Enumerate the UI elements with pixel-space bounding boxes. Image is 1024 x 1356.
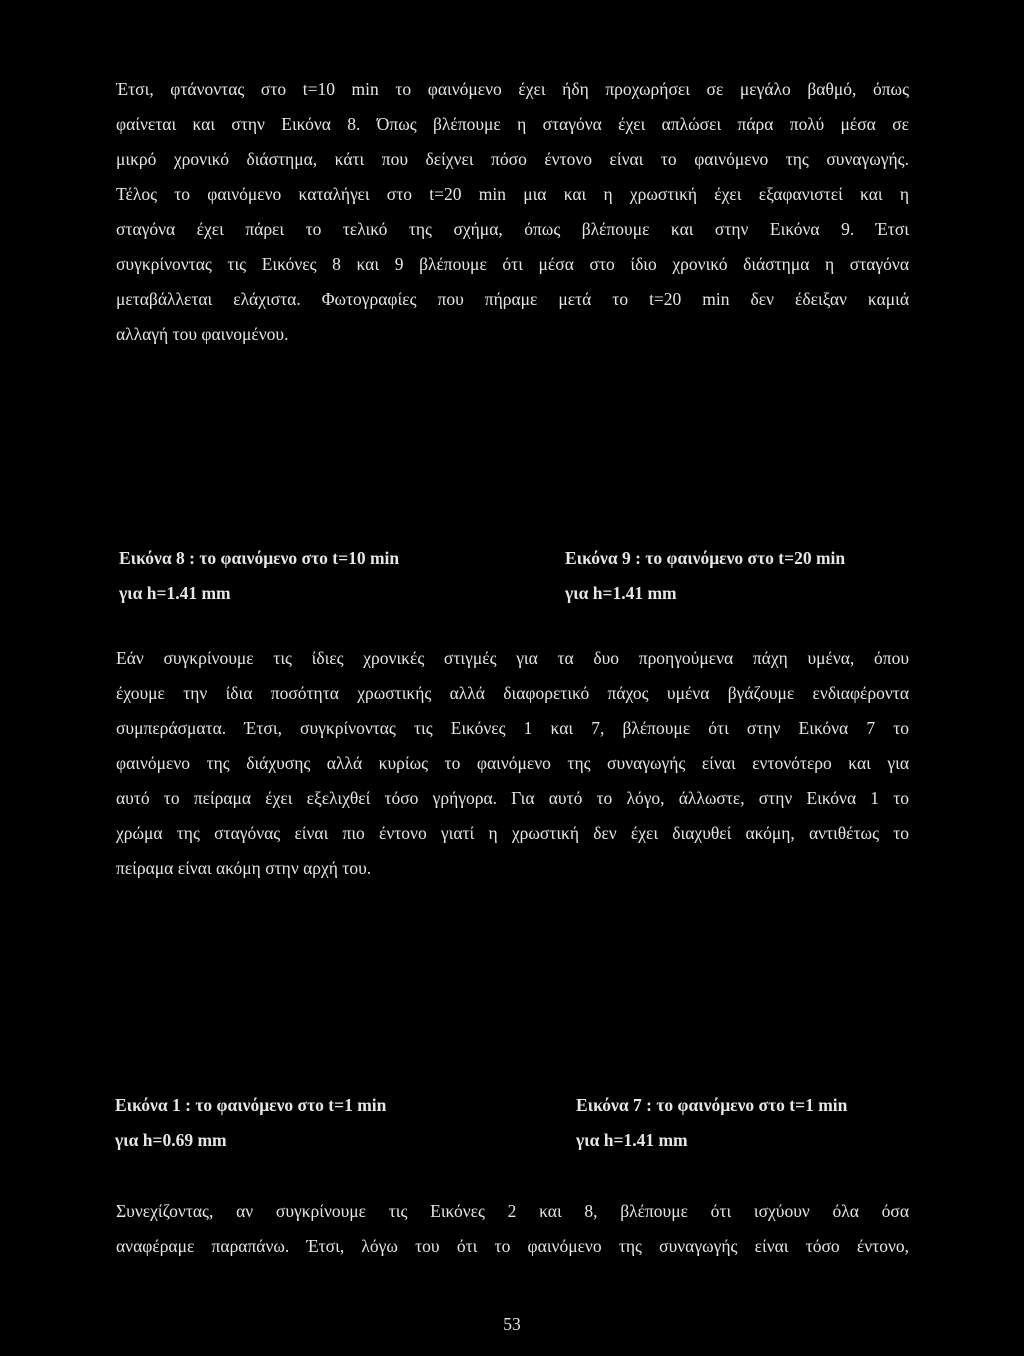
- text-line: φαίνεται και στην Εικόνα 8. Όπως βλέπουμε η σταγόνα έχει απλώσει πάρα πολύ μέσα σε: [116, 114, 909, 134]
- caption-subtitle: για h=1.41 mm: [565, 583, 677, 603]
- text-line: αυτό το πείραμα έχει εξελιχθεί τόσο γρήγορα. Για αυτό το λόγο, άλλωστε, στην Εικόνα 1 το: [116, 788, 909, 808]
- caption-subtitle: για h=1.41 mm: [119, 583, 231, 603]
- caption-subtitle: για h=0.69 mm: [115, 1130, 227, 1150]
- caption-title: Εικόνα 1 : το φαινόμενο στο t=1 min: [115, 1095, 387, 1115]
- text-line: πείραμα είναι ακόμη στην αρχή του.: [116, 858, 372, 878]
- text-line: Τέλος το φαινόμενο καταλήγει στο t=20 min μια και η χρωστική έχει εξαφανιστεί και η: [116, 184, 909, 204]
- paragraph-figures-2-8: [116, 1194, 909, 1264]
- caption-title: Εικόνα 9 : το φαινόμενο στο t=20 min: [565, 548, 846, 568]
- figure-8-caption: [119, 541, 399, 611]
- figure-7-caption: [576, 1088, 847, 1158]
- text-line: συγκρίνοντας τις Εικόνες 8 και 9 βλέπουμε ότι μέσα στο ίδιο χρονικό διάστημα η σταγόνα: [116, 254, 909, 274]
- text-line: σταγόνα έχει πάρει το τελικό της σχήμα, όπως βλέπουμε και στην Εικόνα 9. Έτσι: [116, 219, 909, 239]
- caption-title: Εικόνα 8 : το φαινόμενο στο t=10 min: [119, 548, 400, 568]
- text-line: Συνεχίζοντας, αν συγκρίνουμε τις Εικόνες 2 και 8, βλέπουμε ότι ισχύουν όλα όσα: [116, 1201, 909, 1221]
- paragraph-figures-1-7: [116, 641, 909, 886]
- figure-9-caption: [565, 541, 845, 611]
- page-number: 53: [503, 1314, 521, 1334]
- text-line: έχουμε την ίδια ποσότητα χρωστικής αλλά διαφορετικό πάχος υμένα βγάζουμε ενδιαφέροντα: [116, 683, 909, 703]
- text-line: Εάν συγκρίνουμε τις ίδιες χρονικές στιγμές για τα δυο προηγούμενα πάχη υμένα, όπου: [116, 648, 909, 668]
- text-line: μεταβάλλεται ελάχιστα. Φωτογραφίες που πήραμε μετά το t=20 min δεν έδειξαν καμιά: [116, 289, 909, 309]
- caption-title: Εικόνα 7 : το φαινόμενο στο t=1 min: [576, 1095, 848, 1115]
- text-line: μικρό χρονικό διάστημα, κάτι που δείχνει πόσο έντονο είναι το φαινόμενο της συναγωγής.: [116, 149, 909, 169]
- text-line: Έτσι, φτάνοντας στο t=10 min το φαινόμενο έχει ήδη προχωρήσει σε μεγάλο βαθμό, όπως: [116, 79, 909, 99]
- paragraph-figures-8-9: [116, 72, 909, 352]
- text-line: χρώμα της σταγόνας είναι πιο έντονο γιατί η χρωστική δεν έχει διαχυθεί ακόμη, αντιθέτως το: [116, 823, 909, 843]
- text-line: αλλαγή του φαινομένου.: [116, 324, 289, 344]
- text-line: συμπεράσματα. Έτσι, συγκρίνοντας τις Εικόνες 1 και 7, βλέπουμε ότι στην Εικόνα 7 το: [116, 718, 909, 738]
- caption-subtitle: για h=1.41 mm: [576, 1130, 688, 1150]
- text-line: φαινόμενο της διάχυσης αλλά κυρίως το φαινόμενο της συναγωγής είναι εντονότερο και για: [116, 753, 909, 773]
- text-line: αναφέραμε παραπάνω. Έτσι, λόγω του ότι το φαινόμενο της συναγωγής είναι τόσο έντονο,: [116, 1236, 909, 1256]
- figure-1-caption: [115, 1088, 386, 1158]
